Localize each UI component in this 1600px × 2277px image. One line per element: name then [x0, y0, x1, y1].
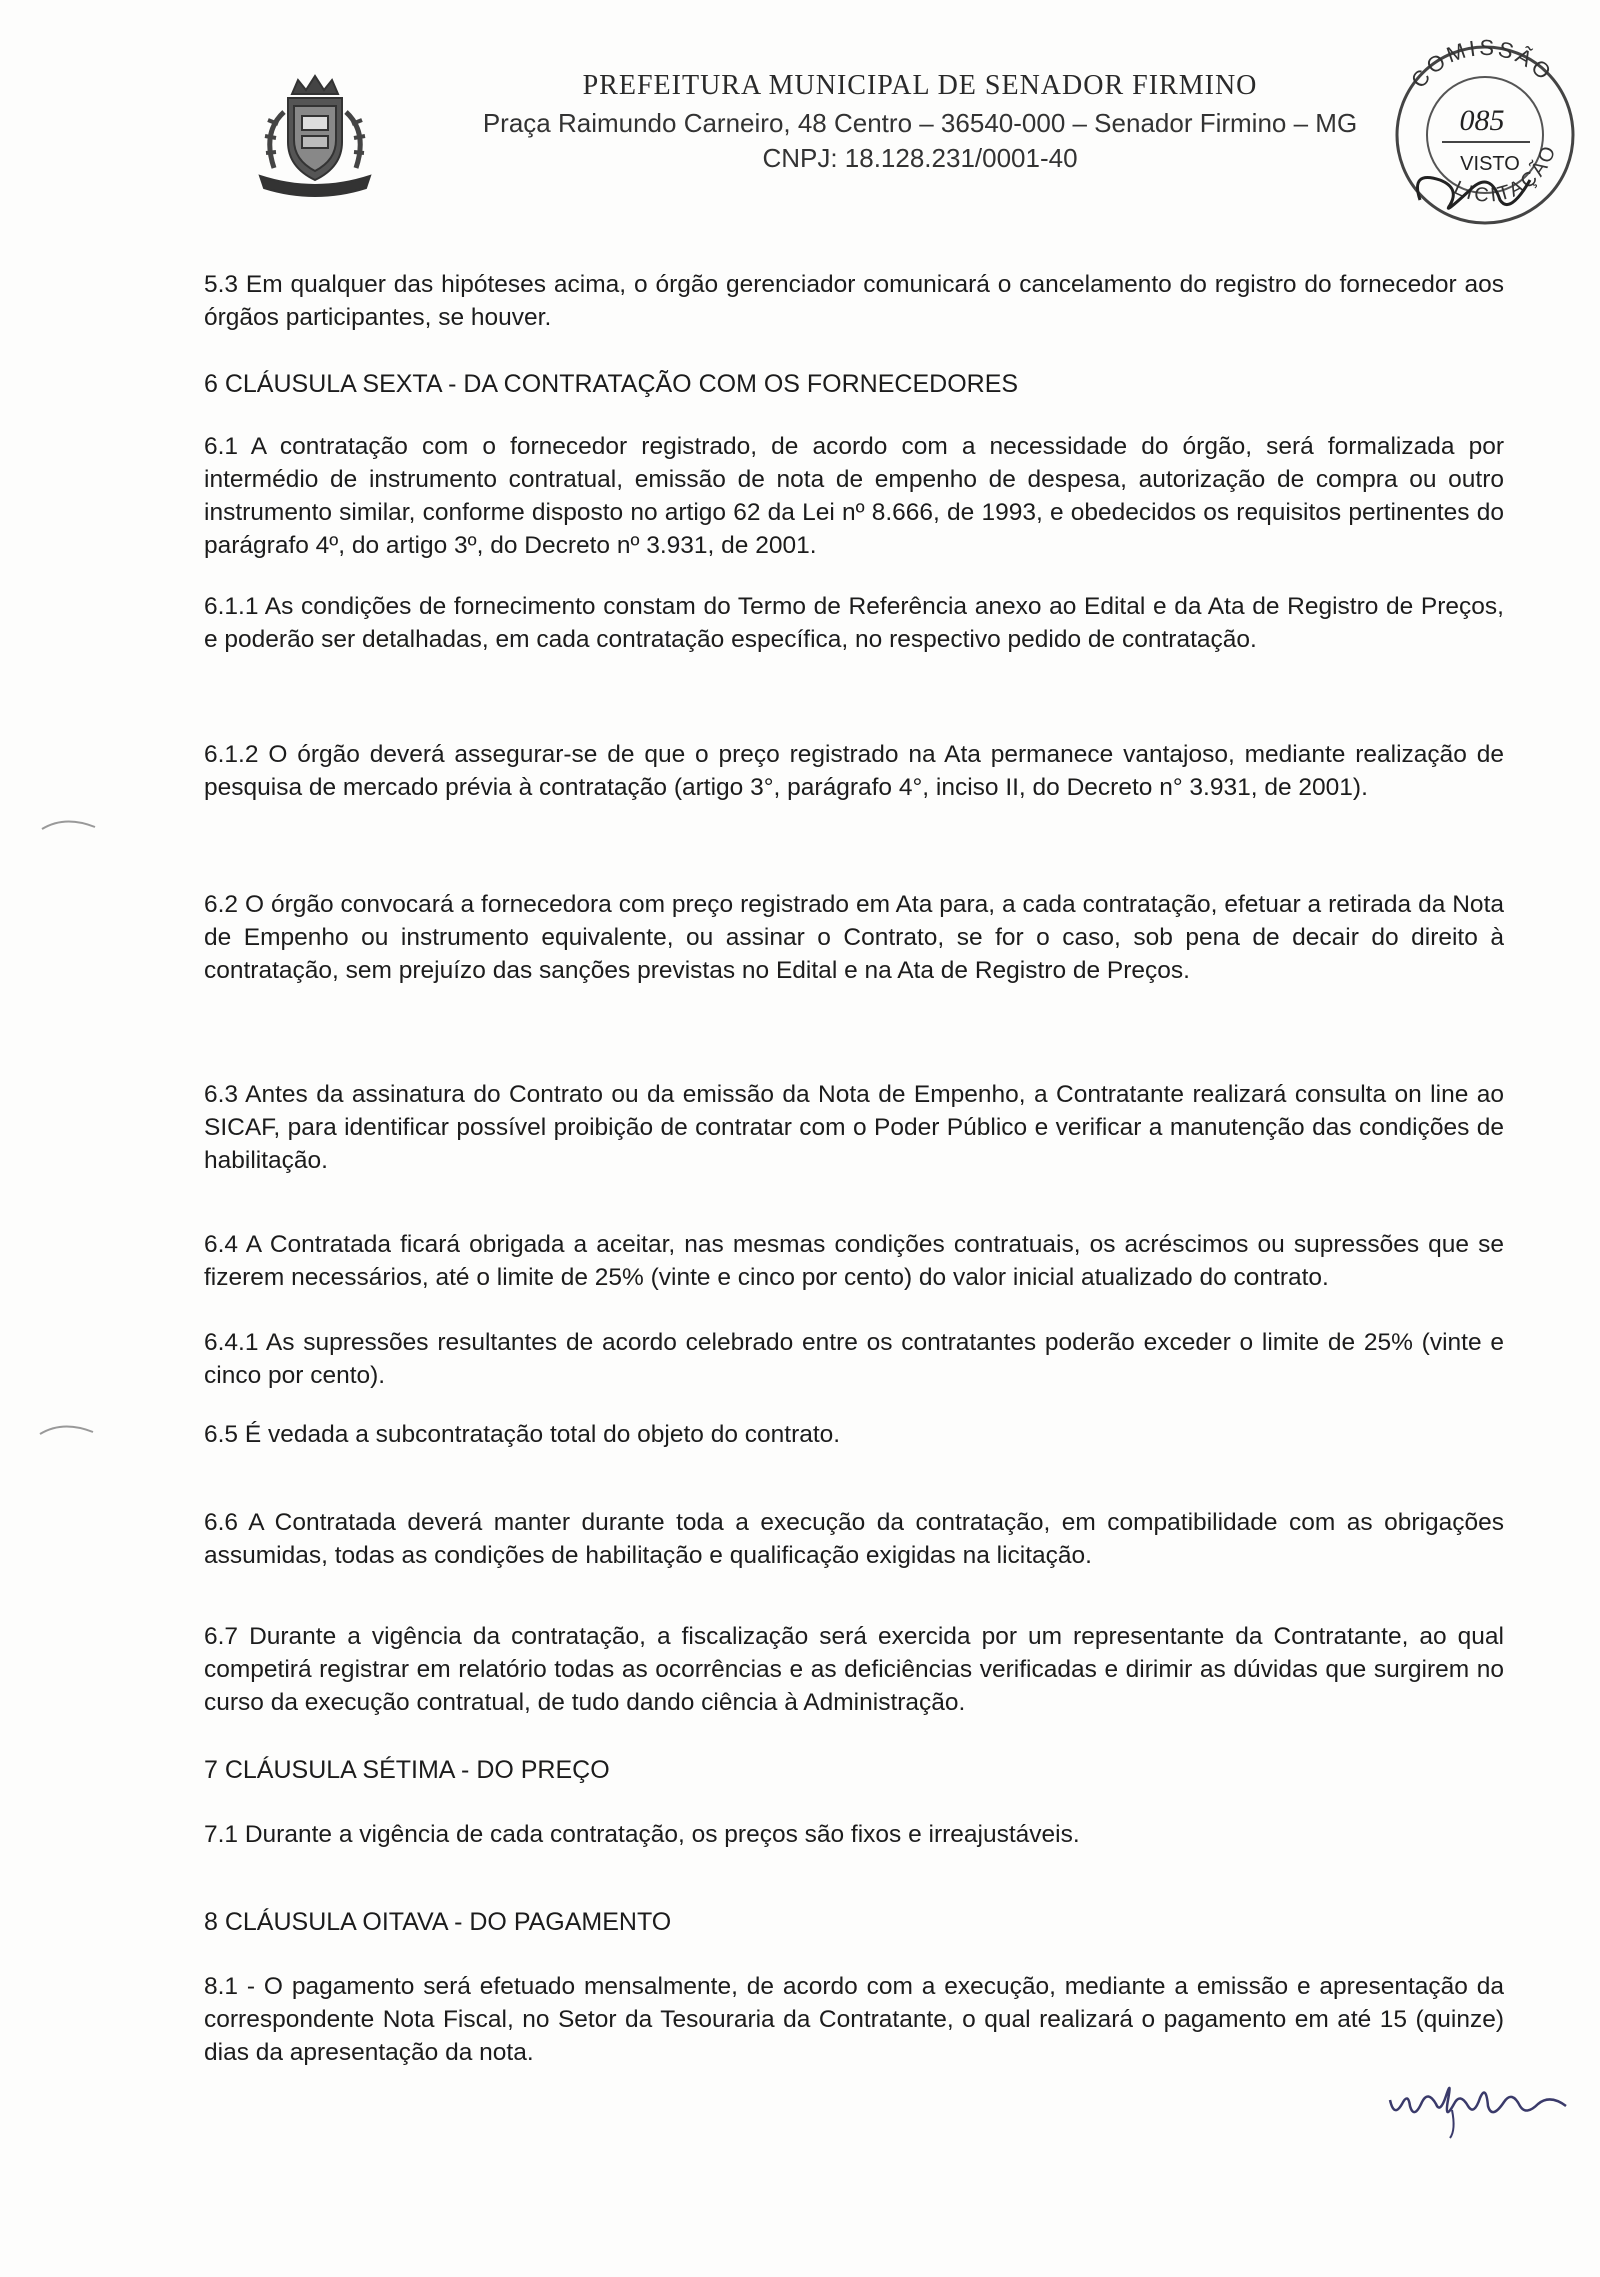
- paragraph-5-3: 5.3 Em qualquer das hipóteses acima, o órgão gerenciador comunicará o cancelamento do registro do fornecedor aos órgãos participantes, se houver.: [204, 271, 1504, 331]
- stamp-number: 085: [1459, 104, 1505, 137]
- paragraph-6-4: 6.4 A Contratada ficará obrigada a aceitar, nas mesmas condições contratuais, os acréscimos ou supressões que se fizerem necessários, até o limite de 25% (vinte e cinco por cento) do valor inicial atualizado do contrato.: [204, 1231, 1504, 1291]
- stamp-visto: VISTO: [1460, 153, 1520, 175]
- paragraph-6-6: 6.6 A Contratada deverá manter durante toda a execução da contratação, em compatibilidade com as obrigações assumidas, todas as condições de habilitação e qualificação exigidas na licitação.: [204, 1509, 1504, 1569]
- paragraph-6-3: 6.3 Antes da assinatura do Contrato ou da emissão da Nota de Empenho, a Contratante realizará consulta on line ao SICAF, para identificar possível proibição de contratar com o Poder Público e verificar a manutenção das condições de habilitação.: [204, 1081, 1504, 1174]
- header-institution-name: PREFEITURA MUNICIPAL DE SENADOR FIRMINO: [582, 70, 1258, 101]
- stamp-bottom-text: LICITAÇÃO: [1450, 140, 1562, 207]
- handwritten-signature: [1380, 2060, 1580, 2140]
- paragraph-8-1: 8.1 - O pagamento será efetuado mensalmente, de acordo com a execução, mediante a emissão e apresentação da correspondente Nota Fiscal, no Setor da Tesouraria da Contratante, o qual realizará o pagamento em até 15 (quinze) dias da apresentação da nota.: [204, 1973, 1504, 2066]
- paragraph-6-4-1: 6.4.1 As supressões resultantes de acordo celebrado entre os contratantes poderão exceder o limite de 25% (vinte e cinco por cento).: [204, 1329, 1504, 1389]
- stamp-top-text: COMISSÃO: [1405, 34, 1559, 93]
- svg-text:COMISSÃO: [1406, 35, 1558, 93]
- letterhead: [420, 70, 1420, 178]
- heading-clausula-sexta: 6 CLÁUSULA SEXTA - DA CONTRATAÇÃO COM OS FORNECEDORES: [204, 370, 1019, 398]
- margin-mark-icon: [40, 815, 100, 835]
- paragraph-6-1-2: 6.1.2 O órgão deverá assegurar-se de que o preço registrado na Ata permanece vantajoso, mediante realização de pesquisa de mercado prévia à contratação (artigo 3°, parágrafo 4°, inciso II, do Decreto n° 3.931, de 2001).: [204, 741, 1504, 801]
- header-address: Praça Raimundo Carneiro, 48 Centro – 36540-000 – Senador Firmino – MG: [482, 108, 1358, 138]
- paragraph-6-5: 6.5 É vedada a subcontratação total do objeto do contrato.: [204, 1421, 841, 1448]
- header-cnpj: CNPJ: 18.128.231/0001-40: [762, 143, 1078, 173]
- heading-clausula-oitava: 8 CLÁUSULA OITAVA - DO PAGAMENTO: [204, 1908, 672, 1936]
- margin-mark-icon: [38, 1420, 98, 1440]
- municipal-crest-icon: [240, 72, 390, 202]
- paragraph-6-1-1: 6.1.1 As condições de fornecimento constam do Termo de Referência anexo ao Edital e da Ata de Registro de Preços, e poderão ser detalhadas, em cada contratação específica, no respectivo pedido de contratação.: [204, 593, 1504, 653]
- paragraph-6-1: 6.1 A contratação com o fornecedor registrado, de acordo com a necessidade do órgão, será formalizada por intermédio de instrumento contratual, emissão de nota de empenho de despesa, autorização de compra ou outro instrumento similar, conforme disposto no artigo 62 da Lei nº 8.666, de 1993, e obedecidos os requisitos pertinentes do parágrafo 4º, do artigo 3º, do Decreto nº 3.931, de 2001.: [204, 433, 1504, 559]
- commission-stamp: [1380, 30, 1590, 230]
- paragraph-7-1: 7.1 Durante a vigência de cada contratação, os preços são fixos e irreajustáveis.: [204, 1821, 1080, 1848]
- heading-clausula-setima: 7 CLÁUSULA SÉTIMA - DO PREÇO: [204, 1756, 610, 1784]
- paragraph-6-2: 6.2 O órgão convocará a fornecedora com preço registrado em Ata para, a cada contratação, efetuar a retirada da Nota de Empenho ou instrumento equivalente, ou assinar o Contrato, se for o caso, sob pena de decair do direito à contratação, sem prejuízo das sanções previstas no Edital e na Ata de Registro de Preços.: [204, 891, 1504, 984]
- paragraph-6-7: 6.7 Durante a vigência da contratação, a fiscalização será exercida por um representante da Contratante, ao qual competirá registrar em relatório todas as ocorrências e as deficiências verificadas e dirimir as dúvidas que surgirem no curso da execução contratual, de tudo dando ciência à Administração.: [204, 1623, 1504, 1716]
